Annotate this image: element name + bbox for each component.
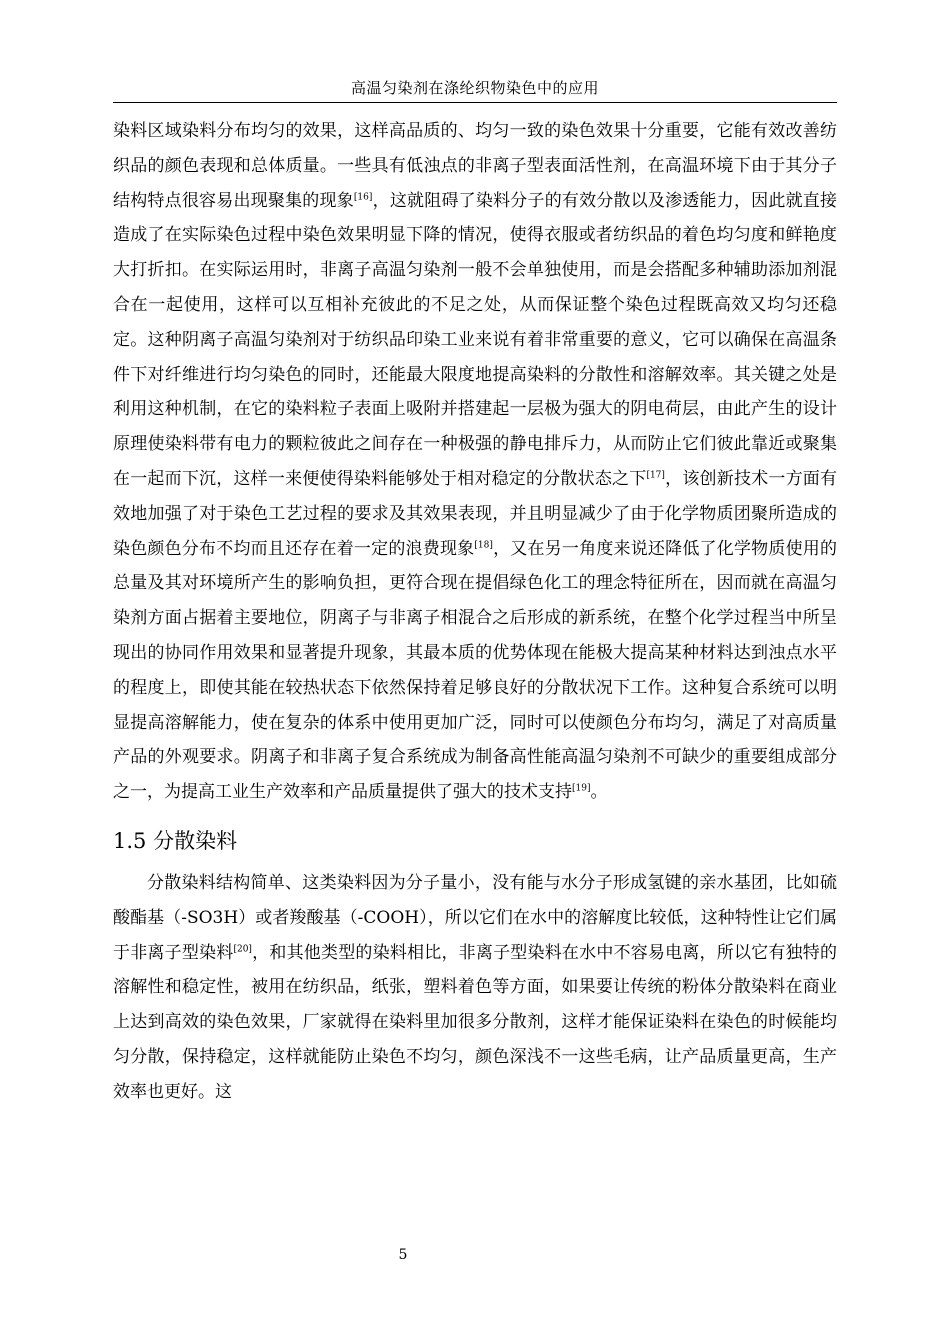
header-rule — [113, 102, 837, 103]
text-run: 染料区域染料分布均匀的效果，这样高品质的、均匀一致的染色效果十分重要，它能有效改善纺织品的颜色表现和总体质量。一些具有低浊点的非离子型表面活性剂，在高温环境下由于其分子结构特点很容易出现聚集的现象 — [113, 121, 837, 211]
page-number: 5 — [398, 1247, 408, 1263]
body-paragraph-1 — [113, 114, 837, 810]
text-run: 分散染料结构简单、这类染料因为分子量小，没有能与水分子形成氢键的亲水基团，比如硫酸酯基（-SO3H）或者羧酸基（-COOH），所以它们在水中的溶解度比较低，这种特性让它们属于非离子型染料 — [113, 872, 837, 963]
citation-ref: [19] — [572, 783, 591, 794]
running-header: 高温匀染剂在涤纶织物染色中的应用 — [350, 79, 599, 97]
citation-ref: [20] — [233, 943, 252, 954]
text-run: ，该创新技术一方面有效地加强了对于染色工艺过程的要求及其效果表现，并且明显减少了由于化学物质团聚所造成的染色颜色分布不均而且还存在着一定的浪费现象 — [113, 468, 837, 559]
citation-ref: [17] — [646, 470, 665, 481]
text-run: ，这就阻碍了染料分子的有效分散以及渗透能力，因此就直接造成了在实际染色过程中染色效果明显下降的情况，使得衣服或者纺织品的着色均匀度和鲜艳度大打折扣。在实际运用时，非离子高温匀染剂一般不会单独使用，而是会搭配多种辅助添加剂混合在一起使用，这样可以互相补充彼此的不足之处，从而保证整个染色过程既高效又均匀还稳定。这种阴离子高温匀染剂对于纺织品印染工业来说有着非常重要的意义，它可以确保在高温条件下对纤维进行均匀染色的同时，还能最大限度地提高染料的分散性和溶解效率。其关键之处是利用这种机制，在它的染料粒子表面上吸附并搭建起一层极为强大的阴电荷层，由此产生的设计原理使染料带有电力的颗粒彼此之间存在一种极强的静电排斥力，从而防止它们彼此靠近或聚集在一起而下沉，这样一来便使得染料能够处于相对稳定的分散状态之下 — [113, 190, 838, 489]
citation-ref: [18] — [474, 539, 493, 550]
text-run: 。 — [590, 782, 608, 803]
body-paragraph-2 — [113, 866, 837, 1110]
page-body — [113, 114, 837, 1110]
section-heading: 1.5 分散染料 — [113, 828, 238, 853]
text-run: ，又在另一角度来说还降低了化学物质使用的总量及其对环境所产生的影响负担，更符合现在提倡绿色化工的理念特征所在，因而就在高温匀染剂方面占据着主要地位，阴离子与非离子相混合之后形成的新系统，在整个化学过程当中所呈现出的协同作用效果和显著提升现象，其最本质的优势体现在能极大提高某种材料达到浊点水平的程度上，即使其能在较热状态下依然保持着足够良好的分散状况下工作。这种复合系统可以明显提高溶解能力，使在复杂的体系中使用更加广泛，同时可以使颜色分布均匀，满足了对高质量产品的外观要求。阴离子和非离子复合系统成为制备高性能高温匀染剂不可缺少的重要组成部分之一，为提高工业生产效率和产品质量提供了强大的技术支持 — [113, 538, 838, 803]
citation-ref: [16] — [353, 191, 373, 202]
text-run: ，和其他类型的染料相比，非离子型染料在水中不容易电离，所以它有独特的溶解性和稳定性，被用在纺织品，纸张，塑料着色等方面，如果要让传统的粉体分散染料在商业上达到高效的染色效果，厂家就得在染料里加很多分散剂，这样才能保证染料在染色的时候能均匀分散，保持稳定，这样就能防止染色不均匀，颜色深浅不一这些毛病，让产品质量更高，生产效率也更好。这 — [113, 942, 838, 1102]
